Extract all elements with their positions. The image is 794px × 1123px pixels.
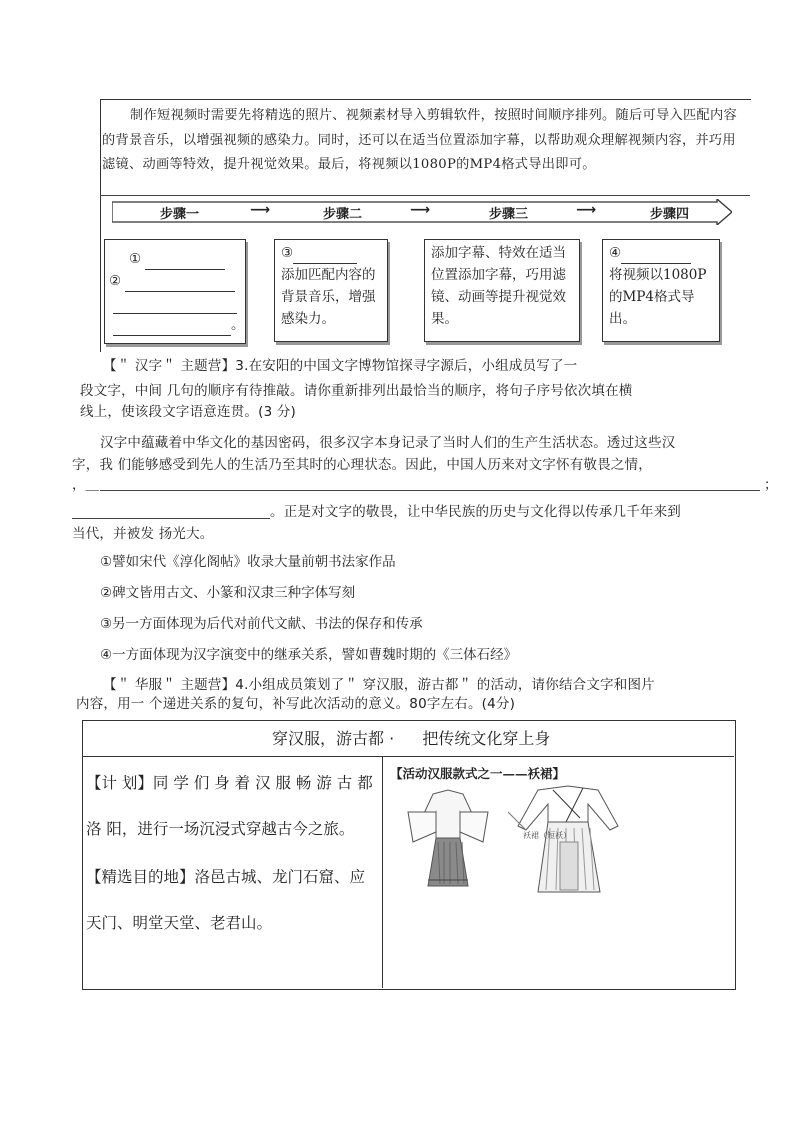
step-2-text: 添加匹配内容的背景音乐，增强感染力。 — [281, 267, 376, 327]
step-4-text: 将视频以1080P的MP4格式导出。 — [609, 267, 707, 327]
blank-1-number: ① — [129, 251, 142, 267]
activity-table-divider — [382, 756, 383, 988]
q3-option-1: ①譬如宋代《淳化阁帖》收录大量前朝书法家作品 — [100, 554, 396, 570]
q3-answer-line-2[interactable] — [72, 518, 270, 519]
q3-option-4: ④一方面体现为汉字演变中的继承关系，譬如曹魏时期的《三体石经》 — [100, 647, 518, 663]
q3-para-line-2: 字，我 们能够感受到先人的生活乃至其时的心理状态。因此，中国人历来对文字怀有敬畏之情， — [72, 457, 652, 473]
step-2-label: 步骤二 — [323, 207, 363, 222]
step-4-box — [602, 239, 720, 342]
q3-para-line-5: 当代，并被发 扬光大。 — [72, 526, 214, 542]
steps-divider — [100, 195, 750, 196]
step-3-text: 添加字幕、特效在适当位置添加字幕，巧用滤镜、动画等提升视觉效果。 — [431, 245, 566, 327]
activity-table-header — [82, 720, 734, 757]
step-arrow-1: ⟶ — [250, 202, 271, 218]
activity-destination-text: 【精选目的地】洛邑古城、龙门石窟、应天门、明堂天堂、老君山。 — [86, 868, 366, 932]
step-3-box — [424, 239, 580, 342]
blank-2-line-c — [113, 335, 231, 336]
q3-para-line-3-start: ，＿ — [72, 477, 99, 493]
worn-hanfu-drawing — [408, 790, 488, 886]
q3-option-2: ②碑文皆用古文、小篆和汉隶三种字体写刻 — [100, 585, 356, 601]
q3-para-line-1: 汉字中蕴藏着中华文化的基因密码，很多汉字本身记录了当时人们的生产生活状态。透过这些汉 — [100, 435, 676, 451]
q3-answer-line-1[interactable] — [100, 490, 760, 491]
blank-2-number: ② — [109, 273, 122, 289]
blank-3-number: ③ — [281, 245, 294, 261]
table-title-part-1: 穿汉服，游古都 · — [272, 729, 395, 748]
figure-intro-text: 制作短视频时需要先将精选的照片、视频素材导入剪辑软件，按照时间顺序排列。随后可导入匹配内容的背景音乐，以增强视频的感染力。同时，还可以在适当位置添加字幕，以帮助观众理解视频内容，并巧用滤镜、动画等特效，提升视觉效果。最后，将视频以1080P的MP4格式导出即可。 — [102, 108, 737, 172]
table-title-part-2: 把传统文化穿上身 — [422, 729, 551, 748]
step-1-box — [104, 239, 246, 344]
step-2-box — [274, 239, 388, 342]
blank-end-mark: 。 — [231, 317, 245, 333]
hanfu-image-caption: 【活动汉服款式之一——袄裙】 — [390, 766, 566, 781]
activity-plan-cell — [86, 760, 378, 946]
hanfu-illustration — [388, 782, 728, 902]
q4-line-1: 【＂ 华服＂ 主题营】4.小组成员策划了＂ 穿汉服，游古都＂ 的活动，请你结合文字和图片 — [103, 677, 655, 693]
step-4-label: 步骤四 — [650, 207, 690, 222]
activity-plan-text: 【计 划】同 学 们 身 着 汉 服 畅 游 古 都 洛 阳，进行一场沉浸式穿越古今之旅。 — [86, 774, 373, 838]
garment-label: 袄裙（短袄） — [523, 831, 571, 840]
q3-para-line-4: 。正是对文字的敬畏，让中华民族的历史与文化得以传承几千年来到 — [270, 504, 681, 520]
q3-option-3: ③另一方面体现为后代对前代文献、书法的保存和传承 — [100, 616, 423, 632]
q3-line-3: 线上，使该段文字语意连贯。(3 分) — [80, 404, 297, 420]
step-1-label: 步骤一 — [160, 207, 200, 222]
blank-4-number: ④ — [609, 245, 622, 261]
q3-line-2: 段文字，中间 几句的顺序有待推敲。请你重新排列出最恰当的顺序，将句子序号依次填在横 — [80, 383, 633, 399]
q3-line-1: 【＂ 汉字＂ 主题营】3.在安阳的中国文字博物馆探寻字源后，小组成员写了一 — [103, 358, 578, 374]
step-arrow-2: ⟶ — [410, 202, 431, 218]
step-arrow-3: ⟶ — [576, 202, 597, 218]
step-3-label: 步骤三 — [489, 207, 529, 222]
q3-para-line-3-end: ； — [764, 477, 778, 493]
q4-line-2: 内容，用一 个递进关系的复句，补写此次活动的意义。80字左右。(4分) — [76, 696, 516, 712]
